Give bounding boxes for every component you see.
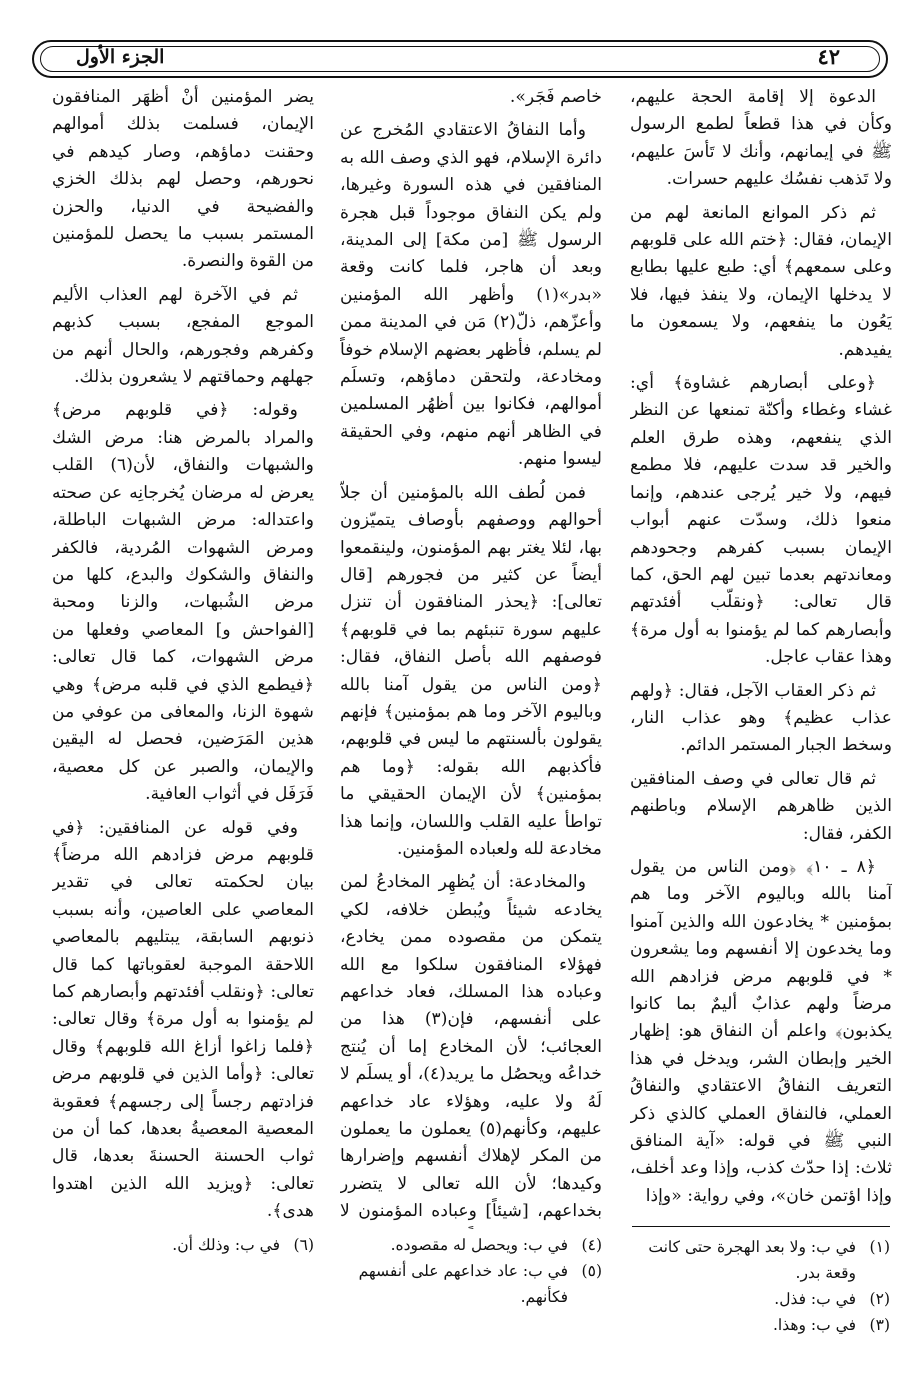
paragraph: ﴿وعلى أبصارهم غشاوة﴾ أي: غشاء وغطاء وأكنّة تمنعها عن النظر الذي ينفعهم، وهذه طرق العلم والخير قد سدت عليهم، فلا مطمع فيهم، ولا خير يُرجى عندهم، وإنما منعوا ذلك، وسدّت عنهم أبواب الإيمان بسبب كفرهم وجحودهم ومعاندتهم بعدما تبين لهم الحق، كما قال تعالى: ﴿ونقلّب أفئدتهم وأبصارهم كما لم يؤمنوا به أول مرة﴾ وهذا عقاب عاجل. (630, 373, 892, 668)
footnote-text: في ب: ويحصل له مقصوده. (390, 1236, 568, 1254)
paragraph: وفي قوله عن المنافقين: ﴿في قلوبهم مرض فزادهم الله مرضاً﴾ بيان لحكمته تعالى في تقدير المعاصي على العاصين، وأنه بسبب ذنوبهم السابقة، يبتليهم بالمعاصي اللاحقة الموجبة لعقوباتها كما قال تعالى: ﴿ونقلب أفئدتهم وأبصارهم كما لم يؤمنوا به أول مرة﴾ وقال تعالى: ﴿فلما زاغوا أزاغ الله قلوبهم﴾ وقال تعالى: ﴿وأما الذين في قلوبهم مرض فزادتهم رجساً إلى رجسهم﴾ فعقوبة المعصية المعصيةُ بعدها، كما أن من ثواب الحسنة الحسنةَ بعدها، قال تعالى: ﴿ويزيد الله الذين اهتدوا هدى﴾. (52, 817, 314, 1222)
footnote-number: (٦) (293, 1236, 314, 1254)
page-header (32, 40, 888, 78)
paragraph: ثم ذكر الموانع المانعة لهم من الإيمان، فقال: ﴿ختم الله على قلوبهم وعلى سمعهم﴾ أي: طبع عليها بطابع لا يدخلها الإيمان، ولا ينفذ فيها، فلا يَعُون ما ينفعهم، ولا يسمعون ما يفيدهم. (630, 202, 892, 360)
footnotes-middle (332, 1232, 602, 1310)
paragraph: ثم قال تعالى في وصف المنافقين الذين ظاهرهم الإسلام وباطنهم الكفر، فقال: (630, 768, 892, 844)
paragraph: ثم ذكر العقاب الآجل، فقال: ﴿ولهم عذاب عظيم﴾ وهو عذاب النار، وسخط الجبار المستمر الدائم. (630, 680, 892, 756)
footnote-text: في ب: وذلك أن. (172, 1236, 280, 1254)
text-column-middle (340, 84, 602, 1229)
text-column-left (52, 84, 314, 1229)
paragraph: وقوله: ﴿في قلوبهم مرض﴾ والمراد بالمرض هنا: مرض الشك والشبهات والنفاق، لأن(٦) القلب يعرض له مرضان يُخرجانِه عن صحته واعتداله: مرض الشبهات الباطلة، ومرض الشهوات المُردية، فالكفر والنفاق والشكوك والبدع، كلها من مرض الشُبهات، والزنا ومحبة [الفواحش و] المعاصي وفعلها من مرض الشهوات، كما قال تعالى: ﴿فيطمع الذي في قلبه مرض﴾ وهي شهوة الزنا، والمعافى من عوفي من هذين المَرَضين، فحصل له اليقين والإيمان، والصبر عن كل معصية، فَرَفَل في أثواب العافية. (52, 400, 314, 805)
footnote-number: (١) (869, 1238, 890, 1256)
paragraph: والمخادعة: أن يُظهِر المخادعُ لمن يخادعه شيئاً ويُبطن خلافه، لكي يتمكن من مقصوده ممن يخادع، فهؤلاء المنافقون سلكوا مع الله وعباده هذا المسلك، فعاد خداعهم على أنفسهم، فإن(٣) هذا من العجائب؛ لأن المخادع إما أن يُنتج خداعُه ويحصُل ما يريد(٤)، أو يسلَم لا لَهُ ولا عليه، وهؤلاء عاد خداعهم عليهم، وكأنهم(٥) يعملون ما يعملون من المكر لإهلاك أنفسهم وإضرارها وكيدها؛ لأن الله تعالى لا يتضرر بخداعهم، [شيئاً] وعباده المؤمنون لا (340, 872, 602, 1222)
paragraph: ﴿٨ ـ ١٠﴾ ﴿ومن الناس من يقول آمنا بالله وباليوم الآخر وما هم بمؤمنين * يخادعون الله والذين آمنوا وما يخدعون إلا أنفسهم وما يشعرون * في قلوبهم مرض فزادهم الله مرضاً ولهم عذابٌ أليمٌ بما كانوا يكذبون﴾ واعلم أن النفاق هو: إظهار الخير وإبطان الشر، ويدخل في هذا التعريف النفاقُ الاعتقادي والنفاقُ العملي، فالنفاق العملي كالذي ذكر النبي ﷺ في قوله: «آية المنافق ثلاث: إذا حدّث كذب، وإذا وعد أخلف، وإذا اؤتمن خان»، وفي رواية: «وإذا (630, 856, 892, 1206)
paragraph: يضر المؤمنين أنْ أظهَر المنافقون الإيمان، فسلمت بذلك أموالهم وحقنت دماؤهم، وصار كيدهم في نحورهم، وحصل لهم بذلك الخزي والفضيحة في الدنيا، والحزن المستمر بسبب ما يحصل للمؤمنين من القوة والنصرة. (52, 87, 314, 272)
footnote-number: (٤) (581, 1236, 602, 1254)
footnote-text: في ب: ولا بعد الهجرة حتى كانت وقعة بدر. (648, 1238, 856, 1282)
header-inner-border (40, 46, 880, 72)
footnote-text: في ب: عاد خداعهم على أنفسهم فكأنهم. (358, 1262, 568, 1306)
volume-title: الجزء الأول (76, 46, 165, 68)
footnote (620, 1286, 890, 1312)
text-column-right (630, 84, 892, 1229)
footnotes-left (44, 1232, 314, 1258)
page-number: ٤٢ (817, 44, 840, 69)
footnote-number: (٢) (869, 1290, 890, 1308)
paragraph: فمن لُطف الله بالمؤمنين أن جلاّ أحوالهم ووصفهم بأوصاف يتميّزون بها، لئلا يغتر بهم المؤمنون، ولينقمعوا أيضاً عن كثير من فجورهم [قال تعالى]: ﴿يحذر المنافقون أن تنزل عليهم سورة تنبئهم بما في قلوبهم﴾ فوصفهم الله بأصل النفاق، فقال: ﴿ومن الناس من يقول آمنا بالله وباليوم الآخر وما هم بمؤمنين﴾ فإنهم يقولون بألسنتهم ما ليس في قلوبهم، فأكذبهم الله بقوله: ﴿وما هم بمؤمنين﴾ لأن الإيمان الحقيقي ما تواطأ عليه القلب واللسان، وإنما هذا مخادعة لله ولعباده المؤمنين. (340, 482, 602, 859)
paragraph: وأما النفاقُ الاعتقادي المُخرج عن دائرة الإسلام، فهو الذي وصف الله به المنافقين في هذه السورة وغيرها، ولم يكن النفاق موجوداً قبل هجرة الرسول ﷺ [من مكة] إلى المدينة، وبعد أن هاجر، فلما كانت وقعة «بدر»(١) وأظهر الله المؤمنين وأعزّهم، ذلّ(٢) مَن في المدينة ممن لم يسلم، فأظهر بعضهم الإسلام خوفاً ومخادعة، ولتحقن دماؤهم، وتسلَم أموالهم، فكانوا بين أظهُر المسلمين في الظاهر أنهم منهم، وفي الحقيقة ليسوا منهم. (340, 120, 602, 470)
footnote (620, 1234, 890, 1286)
footnote (332, 1258, 602, 1310)
paragraph: ثم في الآخرة لهم العذاب الأليم الموجع المفجع، بسبب كذبهم وكفرهم وفجورهم، والحال أنهم من جهلهم وحماقتهم لا يشعرون بذلك. (52, 284, 314, 388)
footnote-text: في ب: فذل. (774, 1290, 856, 1308)
paragraph: خاصم فَجَر». (509, 87, 602, 107)
footnote-number: (٥) (581, 1262, 602, 1280)
paragraph: الدعوة إلا إقامة الحجة عليهم، وكأن في هذا قطعاً لطمع الرسول ﷺ في إيمانهم، وأنك لا تَأسَ عليهم، ولا تَذهب نفسُك عليهم حسرات. (630, 87, 892, 190)
footnote-number: (٣) (869, 1316, 890, 1334)
footnote-text: في ب: وهذا. (772, 1316, 856, 1334)
footnote (620, 1312, 890, 1338)
footnote-divider (632, 1226, 890, 1227)
footnote (332, 1232, 602, 1258)
footnote (44, 1232, 314, 1258)
footnotes-right (620, 1234, 890, 1338)
